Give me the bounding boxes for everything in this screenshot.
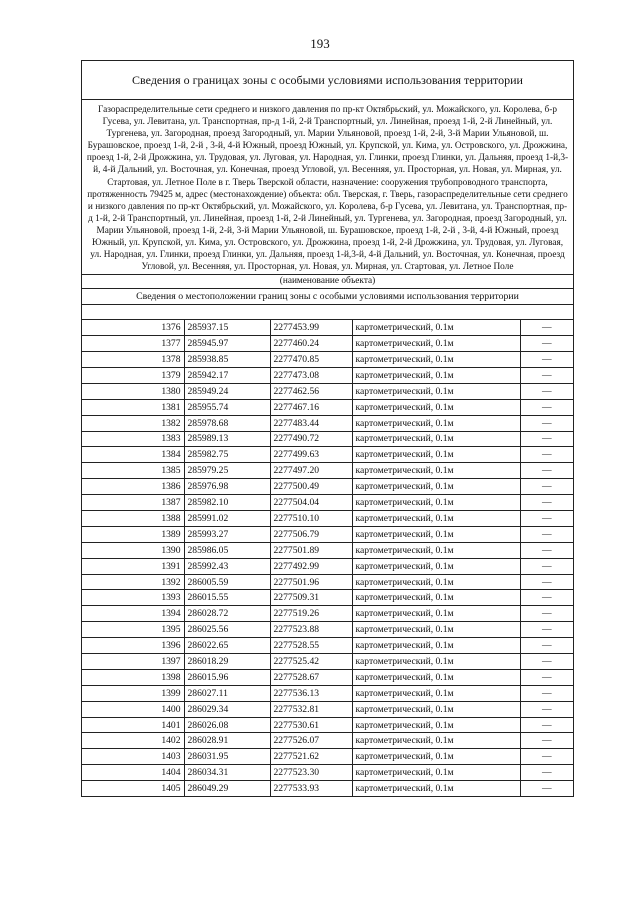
method-cell: картометрический, 0.1м: [352, 781, 520, 796]
x-coordinate-cell: 285982.10: [184, 495, 270, 511]
method-cell: картометрический, 0.1м: [352, 749, 520, 765]
point-number-cell: 1377: [82, 336, 184, 352]
x-coordinate-cell: 285978.68: [184, 415, 270, 431]
table-row: [82, 558, 573, 574]
y-coordinate-cell: 2277521.62: [270, 749, 352, 765]
point-number-cell: 1386: [82, 479, 184, 495]
extra-cell: —: [520, 542, 573, 558]
method-cell: картометрический, 0.1м: [352, 622, 520, 638]
method-cell: картометрический, 0.1м: [352, 463, 520, 479]
table-row: [82, 574, 573, 590]
point-number-cell: 1392: [82, 574, 184, 590]
x-coordinate-cell: 286028.72: [184, 606, 270, 622]
method-cell: картометрический, 0.1м: [352, 574, 520, 590]
method-cell: картометрический, 0.1м: [352, 479, 520, 495]
y-coordinate-cell: 2277510.10: [270, 511, 352, 527]
y-coordinate-cell: 2277525.42: [270, 654, 352, 670]
extra-cell: —: [520, 606, 573, 622]
table-row: [82, 463, 573, 479]
point-number-cell: 1387: [82, 495, 184, 511]
method-cell: картометрический, 0.1м: [352, 415, 520, 431]
point-number-cell: 1381: [82, 399, 184, 415]
coordinates-table: [82, 320, 573, 796]
header-spacer-row: [82, 305, 573, 320]
point-number-cell: 1399: [82, 685, 184, 701]
extra-cell: —: [520, 622, 573, 638]
x-coordinate-cell: 286022.65: [184, 638, 270, 654]
point-number-cell: 1384: [82, 447, 184, 463]
table-row: [82, 781, 573, 796]
point-number-cell: 1378: [82, 352, 184, 368]
point-number-cell: 1380: [82, 383, 184, 399]
y-coordinate-cell: 2277500.49: [270, 479, 352, 495]
y-coordinate-cell: 2277536.13: [270, 685, 352, 701]
x-coordinate-cell: 286015.55: [184, 590, 270, 606]
y-coordinate-cell: 2277523.30: [270, 765, 352, 781]
x-coordinate-cell: 286015.96: [184, 669, 270, 685]
y-coordinate-cell: 2277526.07: [270, 733, 352, 749]
point-number-cell: 1383: [82, 431, 184, 447]
x-coordinate-cell: 286031.95: [184, 749, 270, 765]
y-coordinate-cell: 2277490.72: [270, 431, 352, 447]
extra-cell: —: [520, 638, 573, 654]
y-coordinate-cell: 2277497.20: [270, 463, 352, 479]
table-row: [82, 479, 573, 495]
extra-cell: —: [520, 336, 573, 352]
y-coordinate-cell: 2277528.55: [270, 638, 352, 654]
y-coordinate-cell: 2277499.63: [270, 447, 352, 463]
table-row: [82, 399, 573, 415]
x-coordinate-cell: 286026.08: [184, 717, 270, 733]
method-cell: картометрический, 0.1м: [352, 526, 520, 542]
table-row: [82, 685, 573, 701]
point-number-cell: 1403: [82, 749, 184, 765]
object-description: Газораспределительные сети среднего и низкого давления по пр-кт Октябрьский, ул. Можайского, ул. Королева, б-р Гусева, ул. Левитана, ул. Транспортная, пр-д 1-й, 2-й Транспортный, ул. Линейная, проезд 1-й, 2-й Линейный, ул. Тургенева, ул. Загородная, проезд Загородный, ул. Марии Ульяновой, проезд 1-й, 2-й, 3-й Марии Ульяновой, ш. Бурашовское, проезд 1-й, 2-й , 3-й, 4-й Южный, проезд Южный, ул. Крупской, ул. Кима, ул. Островского, ул. Дрожжина, проезд 1-й, 2-й Дрожжина, ул. Трудовая, ул. Луговая, ул. Народная, ул. Глинки, проезд Глинки, ул. Дальняя, проезд 1-й,3-й, 4-й Дальний, ул. Восточная, ул. Конечная, проезд Угловой, ул. Весенняя, ул. Просторная, ул. Новая, ул. Мирная, ул. Стартовая, ул. Летное Поле в г. Тверь Тверской области, назначение: сооружения трубопроводного транспорта, протяженность 79425 м, адрес (местонахождение) объекта: обл. Тверская, г. Тверь, газораспределительные сети среднего и низкого давления по пр-кт Октябрьский, ул. Можайского, ул. Королева, б-р Гусева, ул. Левитана, ул. Транспортная, пр-д 1-й, 2-й Транспортный, ул. Линейная, проезд 1-й, 2-й Линейный, ул. Тургенева, ул. Загородная, проезд Загородный, ул. Марии Ульяновой, проезд 1-й, 2-й, 3-й Марии Ульяновой, ш. Бурашовское, проезд 1-й, 2-й , 3-й, 4-й Южный, проезд Южный, ул. Крупской, ул. Кима, ул. Островского, ул. Дрожжина, проезд 1-й, 2-й Дрожжина, ул. Трудовая, ул. Луговая, ул. Народная, ул. Глинки, проезд Глинки, ул. Дальняя, проезд 1-й,3-й, 4-й Дальний, ул. Восточная, ул. Конечная, проезд Угловой, ул. Весенняя, ул. Просторная, ул. Новая, ул. Мирная, ул. Стартовая, ул. Летное Поле: [82, 100, 573, 275]
point-number-cell: 1404: [82, 765, 184, 781]
method-cell: картометрический, 0.1м: [352, 717, 520, 733]
extra-cell: —: [520, 717, 573, 733]
table-row: [82, 733, 573, 749]
table-row: [82, 367, 573, 383]
y-coordinate-cell: 2277509.31: [270, 590, 352, 606]
table-row: [82, 590, 573, 606]
x-coordinate-cell: 286027.11: [184, 685, 270, 701]
extra-cell: —: [520, 590, 573, 606]
x-coordinate-cell: 286025.56: [184, 622, 270, 638]
coordinates-table-body: [82, 320, 573, 796]
table-row: [82, 701, 573, 717]
point-number-cell: 1405: [82, 781, 184, 796]
extra-cell: —: [520, 320, 573, 335]
method-cell: картометрический, 0.1м: [352, 590, 520, 606]
extra-cell: —: [520, 685, 573, 701]
method-cell: картометрический, 0.1м: [352, 542, 520, 558]
x-coordinate-cell: 286034.31: [184, 765, 270, 781]
method-cell: картометрический, 0.1м: [352, 701, 520, 717]
table-row: [82, 606, 573, 622]
method-cell: картометрический, 0.1м: [352, 336, 520, 352]
y-coordinate-cell: 2277530.61: [270, 717, 352, 733]
y-coordinate-cell: 2277501.96: [270, 574, 352, 590]
point-number-cell: 1397: [82, 654, 184, 670]
point-number-cell: 1400: [82, 701, 184, 717]
table-row: [82, 320, 573, 335]
extra-cell: —: [520, 479, 573, 495]
y-coordinate-cell: 2277501.89: [270, 542, 352, 558]
x-coordinate-cell: 285986.05: [184, 542, 270, 558]
x-coordinate-cell: 286005.59: [184, 574, 270, 590]
point-number-cell: 1393: [82, 590, 184, 606]
y-coordinate-cell: 2277473.08: [270, 367, 352, 383]
point-number-cell: 1385: [82, 463, 184, 479]
extra-cell: —: [520, 701, 573, 717]
x-coordinate-cell: 285945.97: [184, 336, 270, 352]
extra-cell: —: [520, 447, 573, 463]
extra-cell: —: [520, 511, 573, 527]
y-coordinate-cell: 2277483.44: [270, 415, 352, 431]
x-coordinate-cell: 285991.02: [184, 511, 270, 527]
method-cell: картометрический, 0.1м: [352, 431, 520, 447]
section-title: Сведения о границах зоны с особыми условиями использования территории: [82, 61, 573, 100]
x-coordinate-cell: 286029.34: [184, 701, 270, 717]
x-coordinate-cell: 286018.29: [184, 654, 270, 670]
table-row: [82, 654, 573, 670]
extra-cell: —: [520, 383, 573, 399]
point-number-cell: 1394: [82, 606, 184, 622]
table-row: [82, 415, 573, 431]
method-cell: картометрический, 0.1м: [352, 654, 520, 670]
x-coordinate-cell: 285942.17: [184, 367, 270, 383]
method-cell: картометрический, 0.1м: [352, 733, 520, 749]
table-row: [82, 717, 573, 733]
point-number-cell: 1376: [82, 320, 184, 335]
y-coordinate-cell: 2277504.04: [270, 495, 352, 511]
y-coordinate-cell: 2277460.24: [270, 336, 352, 352]
method-cell: картометрический, 0.1м: [352, 558, 520, 574]
table-row: [82, 447, 573, 463]
point-number-cell: 1388: [82, 511, 184, 527]
extra-cell: —: [520, 574, 573, 590]
y-coordinate-cell: 2277519.26: [270, 606, 352, 622]
y-coordinate-cell: 2277462.56: [270, 383, 352, 399]
extra-cell: —: [520, 669, 573, 685]
table-row: [82, 495, 573, 511]
y-coordinate-cell: 2277528.67: [270, 669, 352, 685]
x-coordinate-cell: 285979.25: [184, 463, 270, 479]
point-number-cell: 1390: [82, 542, 184, 558]
extra-cell: —: [520, 733, 573, 749]
method-cell: картометрический, 0.1м: [352, 447, 520, 463]
extra-cell: —: [520, 749, 573, 765]
point-number-cell: 1398: [82, 669, 184, 685]
y-coordinate-cell: 2277453.99: [270, 320, 352, 335]
y-coordinate-cell: 2277532.81: [270, 701, 352, 717]
method-cell: картометрический, 0.1м: [352, 685, 520, 701]
y-coordinate-cell: 2277506.79: [270, 526, 352, 542]
method-cell: картометрический, 0.1м: [352, 765, 520, 781]
point-number-cell: 1379: [82, 367, 184, 383]
method-cell: картометрический, 0.1м: [352, 669, 520, 685]
extra-cell: —: [520, 463, 573, 479]
x-coordinate-cell: 285989.13: [184, 431, 270, 447]
extra-cell: —: [520, 495, 573, 511]
extra-cell: —: [520, 654, 573, 670]
method-cell: картометрический, 0.1м: [352, 320, 520, 335]
y-coordinate-cell: 2277533.93: [270, 781, 352, 796]
table-row: [82, 638, 573, 654]
extra-cell: —: [520, 352, 573, 368]
x-coordinate-cell: 285955.74: [184, 399, 270, 415]
method-cell: картометрический, 0.1м: [352, 495, 520, 511]
method-cell: картометрический, 0.1м: [352, 367, 520, 383]
extra-cell: —: [541, 783, 552, 795]
x-coordinate-cell: 285993.27: [184, 526, 270, 542]
extra-cell: —: [520, 431, 573, 447]
point-number-cell: 1391: [82, 558, 184, 574]
table-row: [82, 669, 573, 685]
y-coordinate-cell: 2277492.99: [270, 558, 352, 574]
object-caption: (наименование объекта): [82, 275, 573, 289]
extra-cell: —: [520, 399, 573, 415]
point-number-cell: 1395: [82, 622, 184, 638]
point-number-cell: 1382: [82, 415, 184, 431]
x-coordinate-cell: 285992.43: [184, 558, 270, 574]
table-row: [82, 352, 573, 368]
extra-cell: —: [520, 558, 573, 574]
extra-cell: —: [520, 415, 573, 431]
x-coordinate-cell: 285982.75: [184, 447, 270, 463]
table-row: [82, 336, 573, 352]
page-number: 193: [310, 36, 330, 51]
method-cell: картометрический, 0.1м: [352, 399, 520, 415]
point-number-cell: 1396: [82, 638, 184, 654]
x-coordinate-cell: 286049.29: [184, 781, 270, 796]
point-number-cell: 1389: [82, 526, 184, 542]
x-coordinate-cell: 285976.98: [184, 479, 270, 495]
y-coordinate-cell: 2277467.16: [270, 399, 352, 415]
method-cell: картометрический, 0.1м: [352, 606, 520, 622]
method-cell: картометрический, 0.1м: [352, 511, 520, 527]
table-row: [82, 542, 573, 558]
y-coordinate-cell: 2277470.85: [270, 352, 352, 368]
table-row: [82, 526, 573, 542]
x-coordinate-cell: 285949.24: [184, 383, 270, 399]
table-row: [82, 383, 573, 399]
x-coordinate-cell: 286028.91: [184, 733, 270, 749]
method-cell: картометрический, 0.1м: [352, 638, 520, 654]
x-coordinate-cell: 285937.15: [184, 320, 270, 335]
method-cell: картометрический, 0.1м: [352, 352, 520, 368]
table-row: [82, 622, 573, 638]
extra-cell: —: [520, 765, 573, 781]
extra-cell: —: [520, 526, 573, 542]
y-coordinate-cell: 2277523.88: [270, 622, 352, 638]
location-subtitle: Сведения о местоположении границ зоны с особыми условиями использования территории: [82, 289, 573, 305]
zone-boundary-document: [81, 60, 574, 797]
x-coordinate-cell: 285938.85: [184, 352, 270, 368]
method-cell: картометрический, 0.1м: [352, 383, 520, 399]
point-number-cell: 1401: [82, 717, 184, 733]
table-row: [82, 765, 573, 781]
table-row: [82, 431, 573, 447]
table-row: [82, 511, 573, 527]
table-row: [82, 749, 573, 765]
extra-cell: —: [520, 367, 573, 383]
point-number-cell: 1402: [82, 733, 184, 749]
